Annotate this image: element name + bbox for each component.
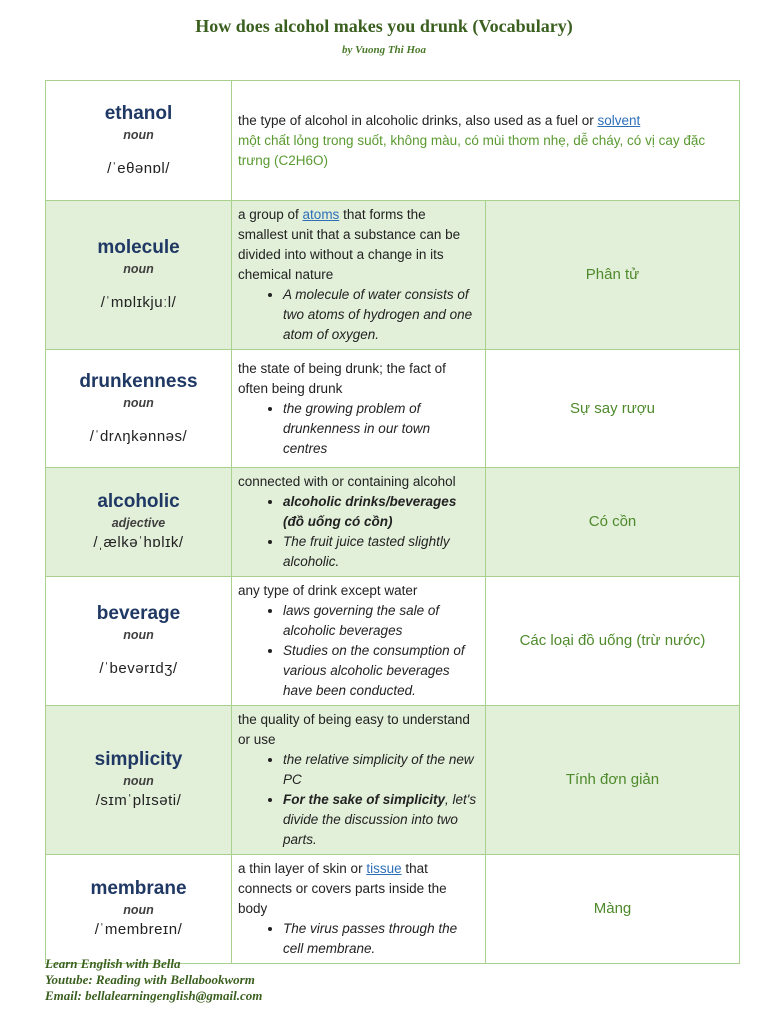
vocab-word: ethanol [104, 102, 173, 124]
definition-cell [232, 577, 486, 706]
part-of-speech: noun [123, 127, 154, 142]
vocab-word: beverage [96, 603, 181, 624]
translation: Sự say rượu [486, 350, 740, 468]
definition: the type of alcohol in alcoholic drinks, also used as a fuel or solvent [238, 112, 641, 128]
part-of-speech: noun [123, 262, 154, 276]
definition-cell [232, 468, 486, 577]
definition-cell [232, 201, 486, 350]
link-solvent[interactable]: solvent [597, 112, 641, 128]
page-title: How does alcohol makes you drunk (Vocabulary) [195, 16, 573, 36]
vocab-word: simplicity [94, 749, 183, 770]
example-sentence: • laws governing the sale of alcoholic beverages [283, 601, 477, 641]
example-sentence: • Studies on the consumption of various alcoholic beverages have been conducted. [283, 641, 477, 701]
footer-credits [45, 956, 262, 1004]
example-sentence: • the growing problem of drunkenness in our town centres [283, 399, 477, 459]
examples-list [238, 285, 477, 345]
definition-cell [232, 706, 486, 855]
pronunciation: /ˈbevərɪdʒ/ [99, 660, 178, 677]
vocab-row-membrane [46, 855, 740, 964]
footer-email: Email: bellalearningenglish@gmail.com [45, 988, 263, 1003]
word-cell [46, 468, 232, 577]
examples-list [238, 750, 477, 850]
translation: Phân tử [486, 201, 740, 350]
definition: the state of being drunk; the fact of often being drunk [238, 360, 446, 396]
translation: Tính đơn giản [486, 706, 740, 855]
examples-list [238, 399, 477, 459]
link-tissue[interactable]: tissue [366, 861, 402, 876]
vocab-word: drunkenness [79, 370, 198, 392]
word-cell [46, 855, 232, 964]
example-sentence: • alcoholic drinks/beverages (đồ uống có cồn) [283, 492, 477, 532]
example-sentence: • A molecule of water consists of two atoms of hydrogen and one atom of oxygen. [283, 285, 477, 345]
vocab-row-beverage [46, 577, 740, 706]
definition: connected with or containing alcohol [238, 474, 456, 489]
definition-cell [232, 855, 486, 964]
word-cell [46, 577, 232, 706]
example-sentence: • For the sake of simplicity, let's divide the discussion into two parts. [283, 790, 477, 850]
pronunciation: /ˈmembreɪn/ [94, 921, 183, 938]
author-byline: by Vuong Thi Hoa [341, 44, 427, 56]
footer-line: Learn English with Bella [45, 956, 181, 971]
vocab-row-alcoholic [46, 468, 740, 577]
pronunciation: /ˈmɒlɪkjuːl/ [100, 294, 177, 311]
translation: Các loại đồ uống (trừ nước) [486, 577, 740, 706]
examples-list [238, 492, 477, 572]
translation: Có cồn [486, 468, 740, 577]
example-sentence: • The virus passes through the cell membrane. [283, 919, 477, 959]
examples-list [238, 601, 477, 701]
definition-cell [232, 81, 740, 201]
definition-cell [232, 350, 486, 468]
pronunciation: /ˈdrʌŋkənnəs/ [89, 427, 188, 445]
part-of-speech: noun [123, 395, 154, 410]
definition: any type of drink except water [238, 583, 418, 598]
vocabulary-table [45, 80, 740, 964]
vocab-row-simplicity [46, 706, 740, 855]
part-of-speech: noun [123, 628, 154, 642]
link-atoms[interactable]: atoms [302, 207, 340, 222]
word-cell [46, 706, 232, 855]
part-of-speech: noun [123, 774, 154, 788]
vietnamese-definition: một chất lỏng trong suốt, không màu, có mùi thơm nhẹ, dễ cháy, có vị cay đặc trưng (C2H6O) [238, 132, 706, 168]
pronunciation: /ˈeθənɒl/ [107, 159, 170, 177]
definition: a group of atoms that forms the smallest unit that a substance can be divided into without a change in its chemical nature [238, 207, 461, 282]
vocab-word: molecule [97, 237, 180, 258]
pronunciation: /sɪmˈplɪsəti/ [95, 792, 182, 809]
examples-list [238, 919, 477, 959]
word-cell [46, 81, 232, 201]
word-cell [46, 350, 232, 468]
example-sentence: • the relative simplicity of the new PC [283, 750, 477, 790]
part-of-speech: noun [123, 903, 154, 917]
example-sentence: • The fruit juice tasted slightly alcoholic. [283, 532, 477, 572]
pronunciation: /ˌælkəˈhɒlɪk/ [93, 534, 184, 551]
vocab-word: alcoholic [97, 491, 180, 512]
word-cell [46, 201, 232, 350]
vocab-row-drunkenness [46, 350, 740, 468]
definition: the quality of being easy to understand or use [238, 712, 470, 747]
vocab-word: membrane [90, 878, 187, 899]
vocab-row-ethanol [46, 81, 740, 201]
footer-line: Youtube: Reading with Bellabookworm [45, 972, 255, 987]
translation: Màng [486, 855, 740, 964]
part-of-speech: adjective [111, 516, 166, 530]
definition: a thin layer of skin or tissue that connects or covers parts inside the body [238, 861, 447, 916]
vocab-row-molecule [46, 201, 740, 350]
